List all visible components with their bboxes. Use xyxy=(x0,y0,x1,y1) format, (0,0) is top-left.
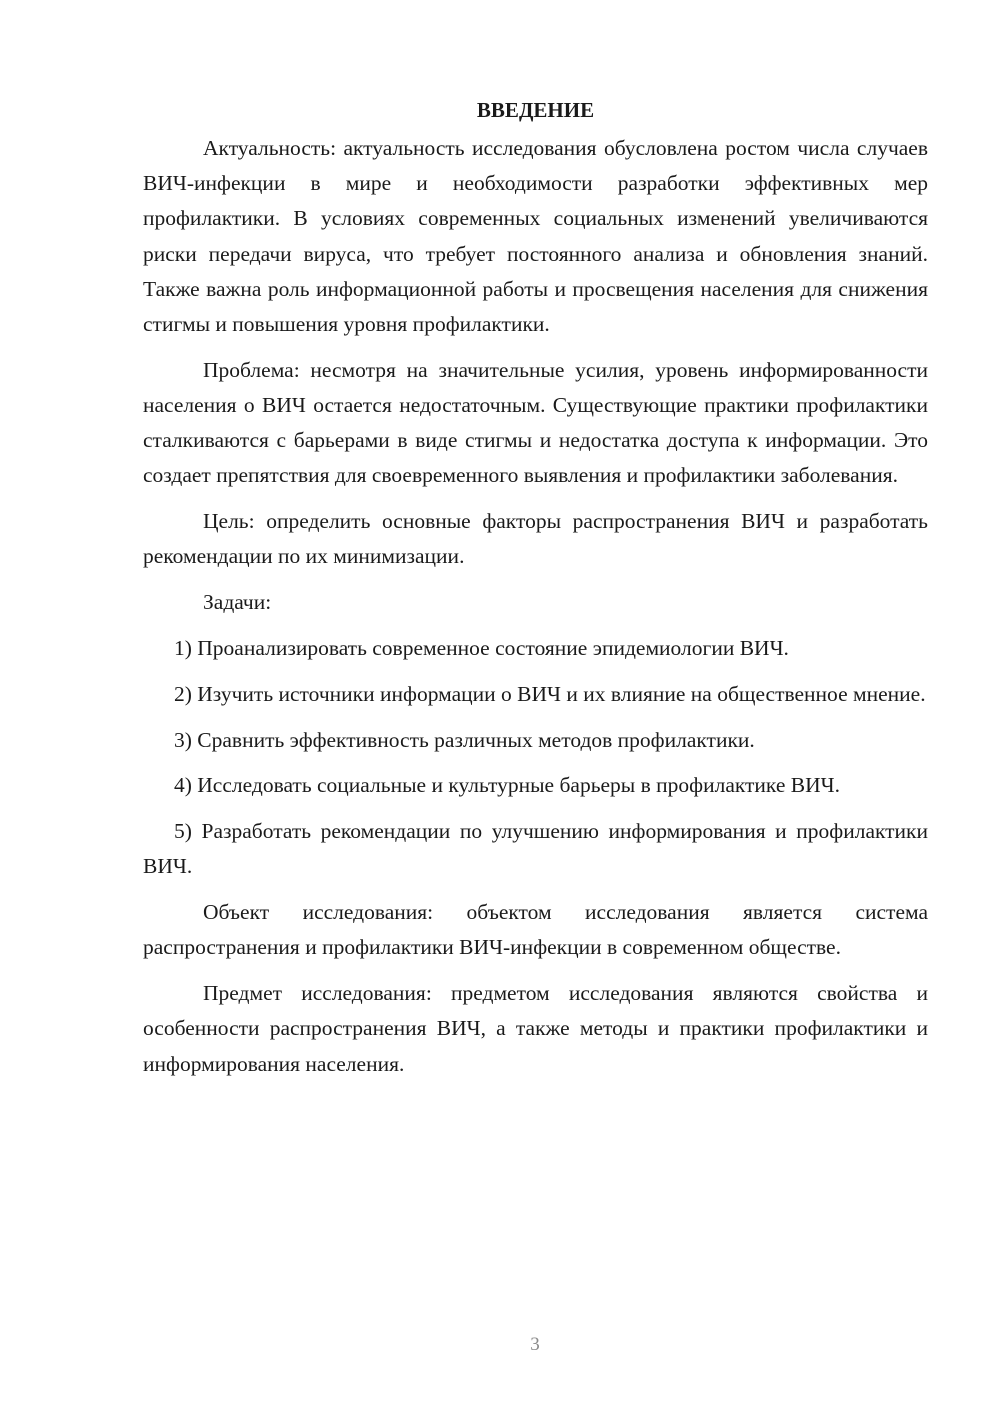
paragraph-problem: Проблема: несмотря на значительные усилия, уровень информированности населения о ВИЧ остается недостаточным. Существующие практики профилактики сталкиваются с барьерами в виде стигмы и недостатка доступа к информации. Это создает препятствия для своевременного выявления и профилактики заболевания. xyxy=(143,357,928,488)
paragraph-goal: Цель: определить основные факторы распространения ВИЧ и разработать рекомендации по их минимизации. xyxy=(143,509,928,569)
task-item-4: 4) Исследовать социальные и культурные барьеры в профилактике ВИЧ. xyxy=(174,773,840,798)
page-number: 3 xyxy=(530,1334,540,1355)
tasks-heading: Задачи: xyxy=(203,590,272,615)
task-item-5: 5) Разработать рекомендации по улучшению информирования и профилактики ВИЧ. xyxy=(143,819,928,879)
paragraph-relevance: Актуальность: актуальность исследования обусловлена ростом числа случаев ВИЧ-инфекции в мире и необходимости разработки эффективных мер профилактики. В условиях современных социальных изменений увеличиваются риски передачи вируса, что требует постоянного анализа и обновления знаний. Также важна роль информационной работы и просвещения населения для снижения стигмы и повышения уровня профилактики. xyxy=(143,136,928,337)
task-item-1: 1) Проанализировать современное состояние эпидемиологии ВИЧ. xyxy=(174,636,789,661)
section-title: ВВЕДЕНИЕ xyxy=(476,98,595,122)
task-item-2: 2) Изучить источники информации о ВИЧ и их влияние на общественное мнение. xyxy=(174,681,926,706)
task-item-3: 3) Сравнить эффективность различных методов профилактики. xyxy=(174,727,755,752)
paragraph-object: Объект исследования: объектом исследования является система распространения и профилактики ВИЧ-инфекции в современном обществе. xyxy=(143,900,928,960)
paragraph-subject: Предмет исследования: предметом исследования являются свойства и особенности распространения ВИЧ, а также методы и практики профилактики и информирования населения. xyxy=(143,981,928,1076)
document-page xyxy=(143,95,928,1082)
